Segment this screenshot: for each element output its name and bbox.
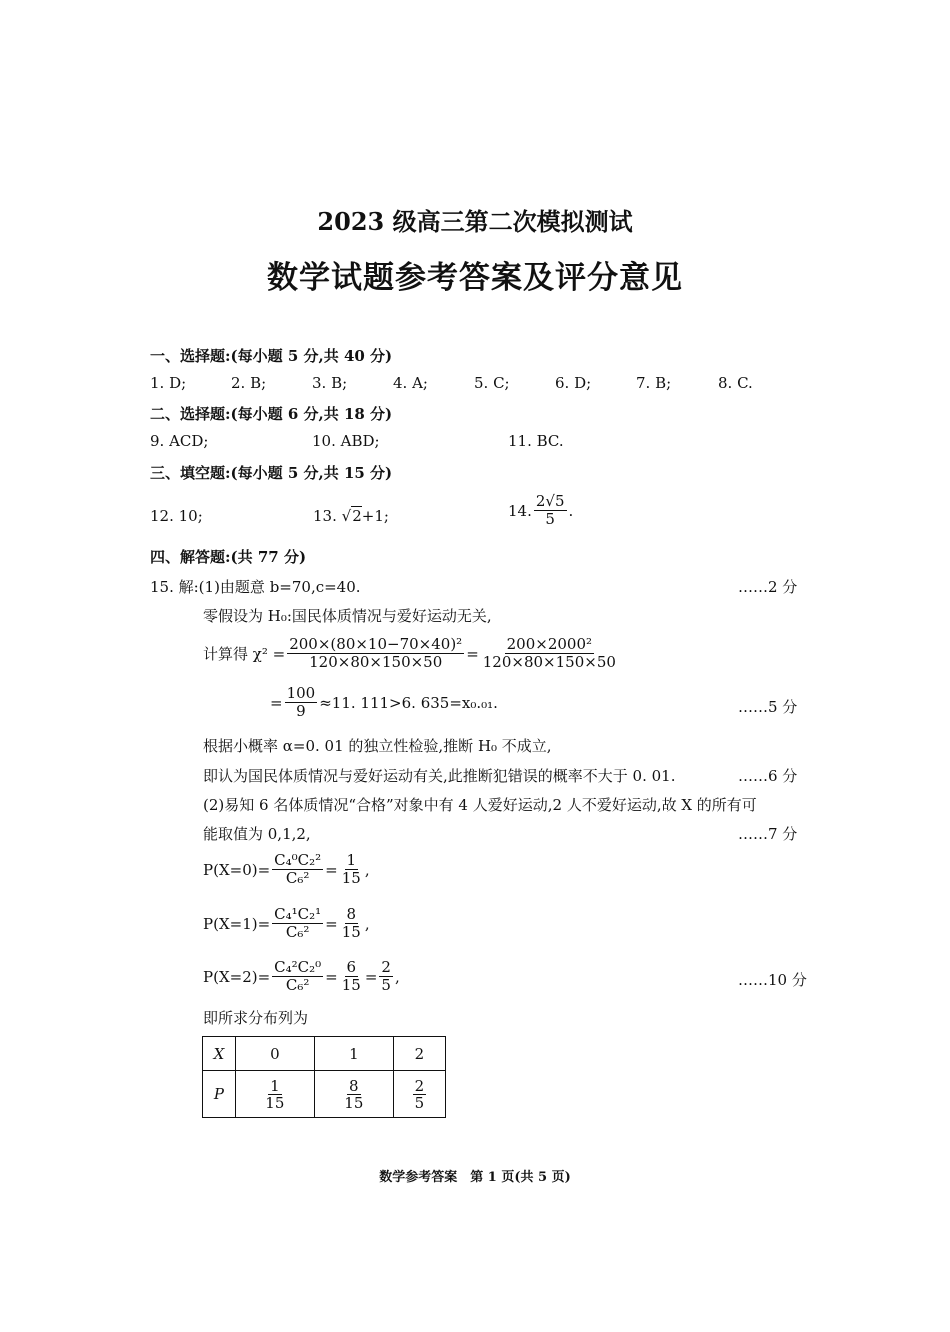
equals-sign: =: [325, 914, 338, 933]
answer-7: 7. B;: [636, 374, 672, 392]
chi-square-calc: [203, 636, 620, 671]
prob-x0: [203, 852, 370, 887]
answer-1: 1. D;: [150, 374, 187, 392]
fraction-numerator: 1: [346, 851, 357, 869]
answer-13-label: 13.: [313, 507, 337, 525]
part2-values: 能取值为 0,1,2,: [203, 825, 311, 843]
fraction-denominator: 15: [265, 1093, 285, 1112]
fraction-numerator: 100: [286, 684, 316, 702]
fraction-denominator: C₆²: [285, 869, 310, 887]
distribution-intro: 即所求分布列为: [203, 1009, 309, 1027]
fraction-numerator: 2√5: [535, 492, 565, 510]
fraction-numerator: 8: [349, 1076, 359, 1095]
equals-sign: =: [325, 860, 338, 879]
score-7: ……7 分: [738, 825, 798, 843]
fraction-denominator: 15: [341, 923, 361, 941]
answer-10: 10. ABD;: [312, 432, 380, 450]
score-6: ……6 分: [738, 767, 798, 785]
part2-statement: (2)易知 6 名体质情况“合格”对象中有 4 人爱好运动,2 人不爱好运动,故 X 的所有可: [203, 796, 757, 814]
equals-sign: =: [270, 693, 283, 712]
answer-14-fraction: [534, 493, 567, 528]
fraction-denominator: 15: [341, 976, 361, 994]
answer-14-label: 14.: [508, 501, 532, 520]
independence-test-conclusion: 根据小概率 α=0. 01 的独立性检验,推断 H₀ 不成立,: [203, 737, 552, 755]
chi-fraction-3: [285, 685, 318, 720]
equals-sign: =: [466, 644, 479, 663]
table-cell: 1: [314, 1037, 393, 1071]
fraction-denominator: 120×80×150×50: [309, 653, 443, 671]
sqrt-symbol: √: [341, 507, 352, 525]
answer-3: 3. B;: [312, 374, 348, 392]
prob-x1: [203, 906, 370, 941]
table-cell: [393, 1071, 445, 1118]
prob-fraction: [263, 1078, 286, 1111]
fraction-numerator: 6: [346, 958, 357, 976]
fraction-denominator: C₆²: [285, 976, 310, 994]
table-cell: 0: [235, 1037, 314, 1071]
answer-13-tail: +1;: [361, 507, 389, 525]
fraction-denominator: 120×80×150×50: [482, 653, 616, 671]
comma: ,: [364, 860, 370, 879]
table-header-x: X: [203, 1037, 236, 1071]
fraction-denominator: 9: [296, 702, 306, 720]
prob-x2-value: [340, 959, 363, 994]
fraction-numerator: 8: [346, 905, 357, 923]
fraction-numerator: C₄²C₂⁰: [274, 958, 322, 976]
distribution-table: [202, 1036, 446, 1118]
prob-x2-combination: [272, 959, 323, 994]
table-cell: 2: [393, 1037, 445, 1071]
table-header-p: P: [203, 1071, 236, 1118]
table-row: [203, 1071, 446, 1118]
fraction-numerator: 200×2000²: [506, 635, 593, 653]
section4-heading: 四、解答题:(共 77 分): [150, 548, 307, 566]
fraction-numerator: 200×(80×10−70×40)²: [289, 635, 463, 653]
answer-9: 9. ACD;: [150, 432, 209, 450]
prob-x2-simplified: [379, 959, 393, 994]
fraction-denominator: C₆²: [285, 923, 310, 941]
score-5: ……5 分: [738, 698, 798, 716]
fraction-numerator: 2: [414, 1076, 425, 1095]
section3-heading: 三、填空题:(每小题 5 分,共 15 分): [150, 464, 393, 482]
prob-x1-value: [340, 906, 363, 941]
chi-fraction-1: [287, 636, 464, 671]
null-hypothesis: 零假设为 H₀:国民体质情况与爱好运动无关,: [203, 607, 492, 625]
chi-square-prefix: 计算得 χ² =: [203, 645, 286, 663]
answer-4: 4. A;: [393, 374, 428, 392]
section1-heading: 一、选择题:(每小题 5 分,共 40 分): [150, 347, 393, 365]
fraction-numerator: C₄⁰C₂²: [274, 851, 322, 869]
equals-sign: =: [325, 967, 338, 986]
fraction-numerator: C₄¹C₂¹: [274, 905, 322, 923]
answer-13-radicand: 2: [352, 507, 362, 525]
fraction-denominator: 15: [341, 869, 361, 887]
fraction-numerator: 2: [381, 958, 391, 976]
prob-fraction: [413, 1078, 427, 1111]
fraction-numerator: 1: [270, 1076, 280, 1095]
comma: ,: [364, 914, 370, 933]
prob-x0-combination: [272, 852, 323, 887]
answer-key-title: 数学试题参考答案及评分意见: [267, 260, 683, 296]
answer-5: 5. C;: [474, 374, 510, 392]
score-2: ……2 分: [738, 578, 798, 596]
chi-square-result: [270, 685, 498, 720]
equals-sign: =: [364, 967, 378, 986]
prob-x2-label: P(X=2)=: [203, 967, 271, 986]
answer-13: [313, 507, 389, 525]
prob-fraction: [342, 1078, 365, 1111]
table-row: [203, 1037, 446, 1071]
answer-14: [508, 493, 573, 528]
fraction-denominator: 5: [414, 1093, 425, 1112]
fraction-denominator: 5: [545, 510, 555, 528]
exam-title: 2023 级高三第二次模拟测试: [317, 207, 633, 236]
fraction-denominator: 15: [344, 1093, 364, 1112]
independence-test-interpretation: 即认为国民体质情况与爱好运动有关,此推断犯错误的概率不大于 0. 01.: [203, 767, 676, 785]
prob-x1-combination: [272, 906, 323, 941]
answer-2: 2. B;: [231, 374, 267, 392]
answer-8: 8. C.: [718, 374, 753, 392]
answer-14-tail: .: [568, 501, 574, 520]
prob-x1-label: P(X=1)=: [203, 914, 271, 933]
answer-6: 6. D;: [555, 374, 592, 392]
prob-x0-value: [340, 852, 363, 887]
section2-heading: 二、选择题:(每小题 6 分,共 18 分): [150, 405, 393, 423]
prob-x0-label: P(X=0)=: [203, 860, 271, 879]
table-cell: [235, 1071, 314, 1118]
answer-12: 12. 10;: [150, 507, 203, 525]
comma: ,: [394, 967, 400, 986]
score-10: ……10 分: [738, 971, 807, 989]
chi-fraction-2: [481, 636, 618, 671]
page-footer: 数学参考答案 第 1 页(共 5 页): [379, 1170, 571, 1185]
q15-part1-given: 15. 解:(1)由题意 b=70,c=40.: [150, 578, 361, 596]
fraction-denominator: 5: [381, 976, 391, 994]
prob-x2: [203, 959, 400, 994]
chi-square-comparison: ≈11. 111>6. 635=x₀.₀₁.: [319, 693, 498, 712]
answer-11: 11. BC.: [508, 432, 564, 450]
table-cell: [314, 1071, 393, 1118]
